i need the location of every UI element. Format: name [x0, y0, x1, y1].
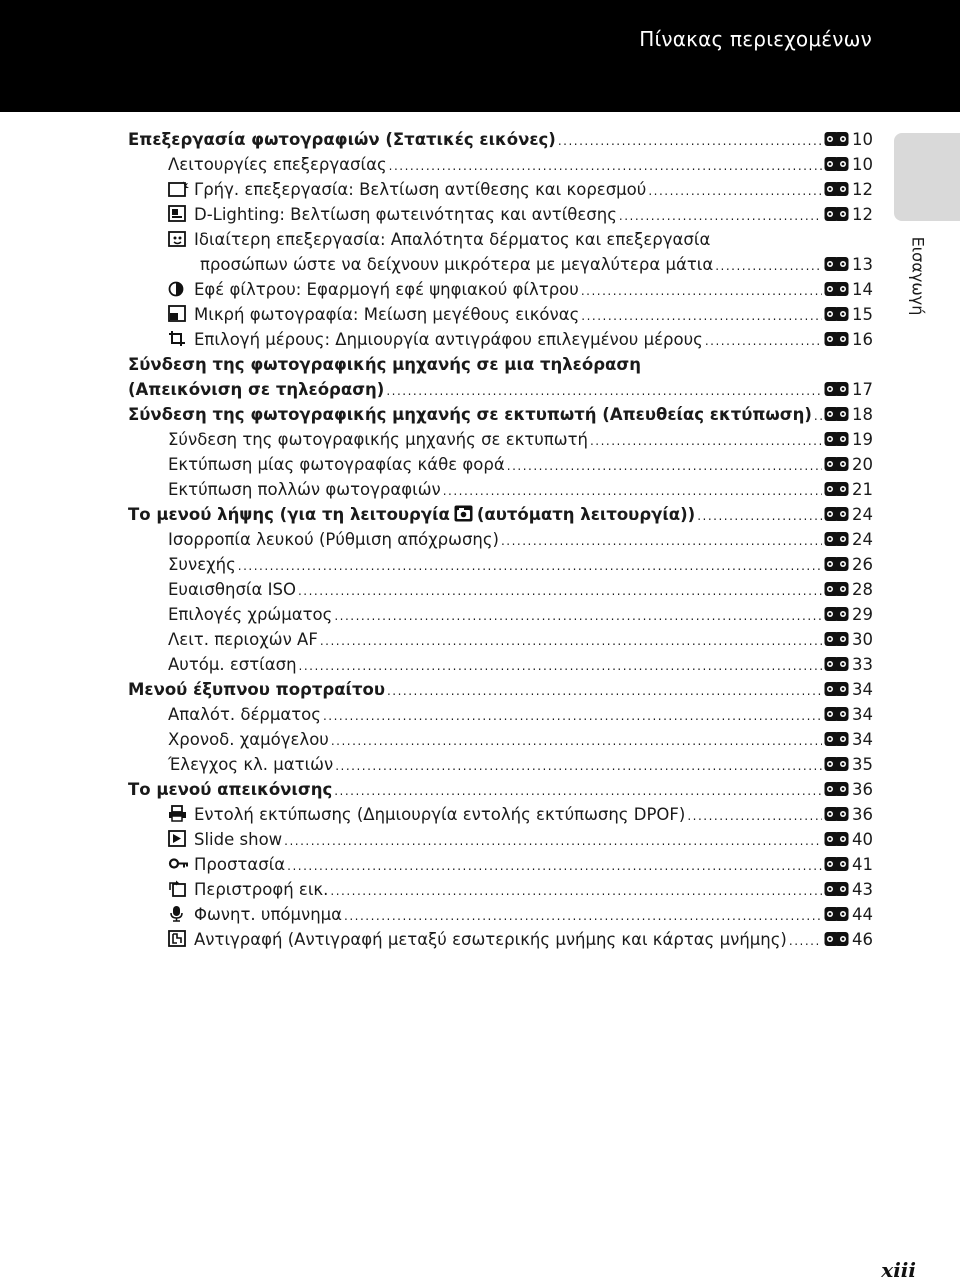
toc-entry-text: Σύνδεση της φωτογραφικής μηχανής σε εκτυπωτή: [168, 430, 588, 449]
toc-entry-title: [168, 827, 282, 852]
dot-leader: [335, 754, 822, 779]
reference-section-icon: [824, 504, 852, 520]
toc-entry-text: Επιλογές χρώματος: [168, 605, 333, 624]
toc-entry[interactable]: [128, 652, 873, 677]
dot-leader: [789, 929, 822, 954]
dot-leader: [298, 579, 822, 604]
page-reference[interactable]: [824, 202, 873, 227]
page-reference[interactable]: [824, 777, 873, 802]
toc-entry-title: [168, 152, 387, 177]
reference-section-icon: [824, 279, 852, 295]
toc-entry-title: [168, 727, 329, 752]
toc-entry-title: [128, 402, 812, 427]
page-reference-number: 44: [852, 905, 873, 924]
toc-entry-text: Γρήγ. επεξεργασία: Βελτίωση αντίθεσης και κορεσμού: [194, 180, 647, 199]
page-reference-number: 21: [852, 480, 873, 499]
toc-entry[interactable]: [128, 152, 873, 177]
toc-entry[interactable]: [128, 227, 873, 252]
toc-entry-text: Επεξεργασία φωτογραφιών (Στατικές εικόνες): [128, 130, 556, 149]
toc-entry-title: [168, 527, 499, 552]
dot-leader: [697, 504, 822, 529]
reference-section-icon: [824, 804, 852, 820]
page-reference-number: 34: [852, 680, 873, 699]
page-reference-number: 12: [852, 180, 873, 199]
toc-entry-title: [168, 802, 685, 827]
toc-entry-text: Slide show: [194, 830, 283, 849]
page-header-title: Πίνακας περιεχομένων: [639, 27, 872, 51]
reference-section-icon: [824, 204, 852, 220]
toc-entry[interactable]: [128, 302, 873, 327]
toc-entry[interactable]: [128, 177, 873, 202]
page-reference-number: 20: [852, 455, 873, 474]
page-reference[interactable]: [824, 527, 873, 552]
reference-section-icon: [824, 654, 852, 670]
toc-entry-text: προσώπων ώστε να δείχνουν μικρότερα με μεγαλύτερα μάτια: [200, 255, 714, 274]
page-reference-number: 34: [852, 705, 873, 724]
toc-entry-title: [168, 702, 321, 727]
toc-entry-title: [168, 427, 588, 452]
toc-entry-title: [168, 477, 441, 502]
page-reference[interactable]: [824, 502, 873, 527]
toc-entry[interactable]: [128, 527, 873, 552]
toc-entry[interactable]: [128, 752, 873, 777]
page-reference-number: 26: [852, 555, 873, 574]
header-bar: [0, 0, 960, 112]
toc-entry[interactable]: [128, 877, 873, 902]
page-reference-number: 12: [852, 205, 873, 224]
page-reference[interactable]: [824, 302, 873, 327]
page-reference[interactable]: [824, 602, 873, 627]
dot-leader: [705, 329, 822, 354]
toc-entry-text: Εκτύπωση πολλών φωτογραφιών: [168, 480, 441, 499]
page-reference[interactable]: [824, 127, 873, 152]
toc-entry-text: Σύνδεση της φωτογραφικής μηχανής σε μια τηλεόραση: [128, 355, 641, 374]
page-reference[interactable]: [824, 377, 873, 402]
toc-entry-title: [168, 552, 236, 577]
page-reference-number: 43: [852, 880, 873, 899]
toc-entry[interactable]: [128, 777, 873, 802]
section-tab-label: Εισαγωγή: [908, 236, 928, 316]
toc-entry-text: Προστασία: [194, 855, 286, 874]
page-reference-number: 19: [852, 430, 873, 449]
slide-show-icon: [168, 829, 189, 846]
dot-leader: [619, 204, 822, 229]
reference-section-icon: [824, 179, 852, 195]
filter-effects-icon: [168, 279, 189, 296]
toc-entry-text: Το μενού απεικόνισης: [128, 780, 333, 799]
dot-leader: [648, 179, 822, 204]
dot-leader: [320, 629, 822, 654]
reference-section-icon: [824, 454, 852, 470]
toc-entry[interactable]: [128, 627, 873, 652]
toc-entry-text: Ιδιαίτερη επεξεργασία: Απαλότητα δέρματος και επεξεργασία: [194, 230, 711, 249]
toc-entry-title: [168, 902, 342, 927]
toc-entry-text: Σύνδεση της φωτογραφικής μηχανής σε εκτυπωτή (Απευθείας εκτύπωση): [128, 405, 812, 424]
toc-entry[interactable]: [128, 677, 873, 702]
dot-leader: [334, 604, 822, 629]
page-reference-number: 40: [852, 830, 873, 849]
toc-entry-title: [168, 652, 297, 677]
toc-entry[interactable]: [128, 352, 873, 377]
reference-section-icon: [824, 429, 852, 445]
page-reference-number: 30: [852, 630, 873, 649]
page-reference-number: 36: [852, 780, 873, 799]
toc-entry-title: [168, 227, 710, 252]
toc-entry[interactable]: [128, 827, 873, 852]
reference-section-icon: [824, 879, 852, 895]
page-number: xiii: [881, 1258, 916, 1282]
reference-section-icon: [824, 904, 852, 920]
reference-section-icon: [824, 829, 852, 845]
reference-section-icon: [824, 629, 852, 645]
dot-leader: [443, 479, 822, 504]
toc-entry[interactable]: [128, 377, 873, 402]
dot-leader: [590, 429, 822, 454]
page-reference-number: 18: [852, 405, 873, 424]
page-reference-number: 33: [852, 655, 873, 674]
page-reference[interactable]: [824, 827, 873, 852]
page-reference[interactable]: [824, 552, 873, 577]
page-reference-number: 14: [852, 280, 873, 299]
dot-leader: [331, 729, 822, 754]
toc-entry-text: Ευαισθησία ISO: [168, 580, 296, 599]
toc-entry[interactable]: [128, 727, 873, 752]
page-reference-number: 36: [852, 805, 873, 824]
dot-leader: [814, 404, 822, 429]
page-reference[interactable]: [824, 677, 873, 702]
toc-entry-text: Λειτ. περιοχών AF: [168, 630, 318, 649]
toc-entry[interactable]: [128, 927, 873, 952]
page-reference-number: 15: [852, 305, 873, 324]
toc-entry-title: [168, 577, 296, 602]
page-reference[interactable]: [824, 277, 873, 302]
toc-entry-text: Χρονοδ. χαμόγελου: [168, 730, 329, 749]
page-reference-number: 24: [852, 505, 873, 524]
toc-entry-title: [168, 177, 646, 202]
page-reference[interactable]: [824, 652, 873, 677]
dot-leader: [323, 704, 822, 729]
dot-leader: [687, 804, 822, 829]
page-reference[interactable]: [824, 877, 873, 902]
page-reference-number: 10: [852, 155, 873, 174]
toc-entry[interactable]: [128, 577, 873, 602]
toc-entry-title: [128, 352, 641, 377]
toc-entry-text: Περιστροφή εικ.: [194, 880, 329, 899]
dot-leader: [581, 279, 822, 304]
toc-entry-text: Εφέ φίλτρου: Εφαρμογή εφέ ψηφιακού φίλτρου: [194, 280, 579, 299]
camera-auto-mode-icon: [454, 504, 473, 521]
reference-section-icon: [824, 704, 852, 720]
dot-leader: [344, 904, 822, 929]
page-reference-number: 41: [852, 855, 873, 874]
toc-entry-text: Απαλότ. δέρματος: [168, 705, 321, 724]
page-reference-number: 16: [852, 330, 873, 349]
page-reference[interactable]: [824, 327, 873, 352]
dot-leader: [238, 554, 822, 579]
page-reference[interactable]: [824, 452, 873, 477]
reference-section-icon: [824, 929, 852, 945]
page-reference[interactable]: [824, 577, 873, 602]
toc-entry-title: [128, 127, 556, 152]
toc-entry-text: (Απεικόνιση σε τηλεόραση): [128, 380, 385, 399]
toc-entry-title: [168, 202, 617, 227]
dot-leader: [581, 304, 822, 329]
toc-entry[interactable]: [128, 452, 873, 477]
reference-section-icon: [824, 554, 852, 570]
reference-section-icon: [824, 754, 852, 770]
toc-entry-text: Φωνητ. υπόμνημα: [194, 905, 343, 924]
toc-entry-text: Συνεχής: [168, 555, 236, 574]
reference-section-icon: [824, 779, 852, 795]
reference-section-icon: [824, 329, 852, 345]
table-of-contents: [128, 127, 873, 952]
toc-entry-title: [168, 302, 579, 327]
page-reference[interactable]: [824, 852, 873, 877]
page-reference-number: 13: [852, 255, 873, 274]
reference-section-icon: [824, 529, 852, 545]
toc-entry-title: [168, 627, 318, 652]
dot-leader: [558, 129, 822, 154]
reference-section-icon: [824, 604, 852, 620]
toc-entry[interactable]: [128, 852, 873, 877]
small-picture-icon: [168, 304, 189, 321]
toc-entry[interactable]: [128, 502, 873, 527]
section-tab-label-wrap: [898, 226, 938, 326]
toc-entry-title: [168, 752, 333, 777]
toc-entry-text-after: (αυτόματη λειτουργία)): [476, 505, 696, 524]
toc-entry-title: [168, 602, 332, 627]
toc-entry[interactable]: [128, 277, 873, 302]
page-reference-number: 17: [852, 380, 873, 399]
toc-entry-text: Μενού έξυπνου πορτραίτου: [128, 680, 385, 699]
toc-entry-title: [168, 877, 328, 902]
page-reference[interactable]: [824, 402, 873, 427]
page-reference-number: 10: [852, 130, 873, 149]
toc-entry-text: Έλεγχος κλ. ματιών: [168, 755, 334, 774]
toc-entry-text: Το μενού λήψης (για τη λειτουργία: [128, 505, 450, 524]
quick-retouch-icon: [168, 179, 189, 196]
toc-entry-text: Ισορροπία λευκού (Ρύθμιση απόχρωσης): [168, 530, 499, 549]
page-reference[interactable]: [824, 802, 873, 827]
toc-entry-text: Αυτόμ. εστίαση: [168, 655, 297, 674]
toc-entry-title: [128, 677, 385, 702]
page-reference[interactable]: [824, 902, 873, 927]
toc-entry-text: Εκτύπωση μίας φωτογραφίας κάθε φορά: [168, 455, 505, 474]
dot-leader: [387, 679, 822, 704]
reference-section-icon: [824, 404, 852, 420]
toc-entry[interactable]: [128, 127, 873, 152]
toc-entry-text: Επιλογή μέρους: Δημιουργία αντιγράφου επιλεγμένου μέρους: [194, 330, 703, 349]
toc-entry-title: [168, 327, 703, 352]
page-reference[interactable]: [824, 177, 873, 202]
reference-section-icon: [824, 854, 852, 870]
reference-section-icon: [824, 154, 852, 170]
copy-icon: [168, 929, 189, 946]
dot-leader: [507, 454, 822, 479]
dot-leader: [386, 379, 822, 404]
dot-leader: [284, 829, 822, 854]
rotate-image-icon: [168, 879, 189, 896]
page-reference-number: 35: [852, 755, 873, 774]
toc-entry-title: [128, 777, 332, 802]
page-reference[interactable]: [824, 252, 873, 277]
toc-entry-title: [168, 852, 285, 877]
protect-key-icon: [168, 854, 189, 871]
page-reference[interactable]: [824, 427, 873, 452]
toc-entry-text: Εντολή εκτύπωσης (Δημιουργία εντολής εκτύπωσης DPOF): [194, 805, 686, 824]
page-reference[interactable]: [824, 752, 873, 777]
toc-entry[interactable]: [128, 477, 873, 502]
reference-section-icon: [824, 729, 852, 745]
page-reference-number: 28: [852, 580, 873, 599]
print-order-icon: [168, 804, 189, 821]
toc-entry-title: [128, 377, 384, 402]
toc-entry-title: [168, 277, 579, 302]
toc-entry[interactable]: [128, 402, 873, 427]
page-reference-number: 24: [852, 530, 873, 549]
voice-memo-icon: [168, 904, 189, 921]
page-reference[interactable]: [824, 152, 873, 177]
dot-leader: [501, 529, 822, 554]
page-reference[interactable]: [824, 477, 873, 502]
dot-leader: [389, 154, 822, 179]
page-reference-number: 34: [852, 730, 873, 749]
reference-section-icon: [824, 579, 852, 595]
crop-icon: [168, 329, 189, 346]
reference-section-icon: [824, 254, 852, 270]
page-reference[interactable]: [824, 727, 873, 752]
toc-entry-text: Μικρή φωτογραφία: Μείωση μεγέθους εικόνας: [194, 305, 580, 324]
page-reference[interactable]: [824, 927, 873, 952]
dot-leader: [334, 779, 822, 804]
toc-entry-title: [168, 927, 787, 952]
toc-entry[interactable]: [128, 252, 873, 277]
glamour-retouch-icon: [168, 229, 189, 246]
reference-section-icon: [824, 129, 852, 145]
reference-section-icon: [824, 379, 852, 395]
section-tab[interactable]: [894, 133, 960, 221]
toc-entry[interactable]: [128, 552, 873, 577]
toc-entry-text: Λειτουργίες επεξεργασίας: [168, 155, 387, 174]
page-reference-number: 29: [852, 605, 873, 624]
dot-leader: [715, 254, 822, 279]
reference-section-icon: [824, 304, 852, 320]
reference-section-icon: [824, 479, 852, 495]
toc-entry-title: [128, 502, 695, 527]
page-reference[interactable]: [824, 627, 873, 652]
dot-leader: [330, 879, 822, 904]
toc-entry[interactable]: [128, 427, 873, 452]
toc-entry-title: [200, 252, 713, 277]
toc-entry-text: D-Lighting: Βελτίωση φωτεινότητας και αντίθεσης: [194, 205, 617, 224]
page-reference-number: 46: [852, 930, 873, 949]
dot-leader: [299, 654, 822, 679]
toc-entry[interactable]: [128, 202, 873, 227]
toc-entry[interactable]: [128, 602, 873, 627]
toc-entry[interactable]: [128, 802, 873, 827]
reference-section-icon: [824, 679, 852, 695]
dot-leader: [287, 854, 822, 879]
page-reference[interactable]: [824, 702, 873, 727]
toc-entry[interactable]: [128, 902, 873, 927]
toc-entry[interactable]: [128, 702, 873, 727]
toc-entry-text: Αντιγραφή (Αντιγραφή μεταξύ εσωτερικής μνήμης και κάρτας μνήμης): [194, 930, 787, 949]
d-lighting-icon: [168, 204, 189, 221]
toc-entry-title: [168, 452, 505, 477]
toc-entry[interactable]: [128, 327, 873, 352]
